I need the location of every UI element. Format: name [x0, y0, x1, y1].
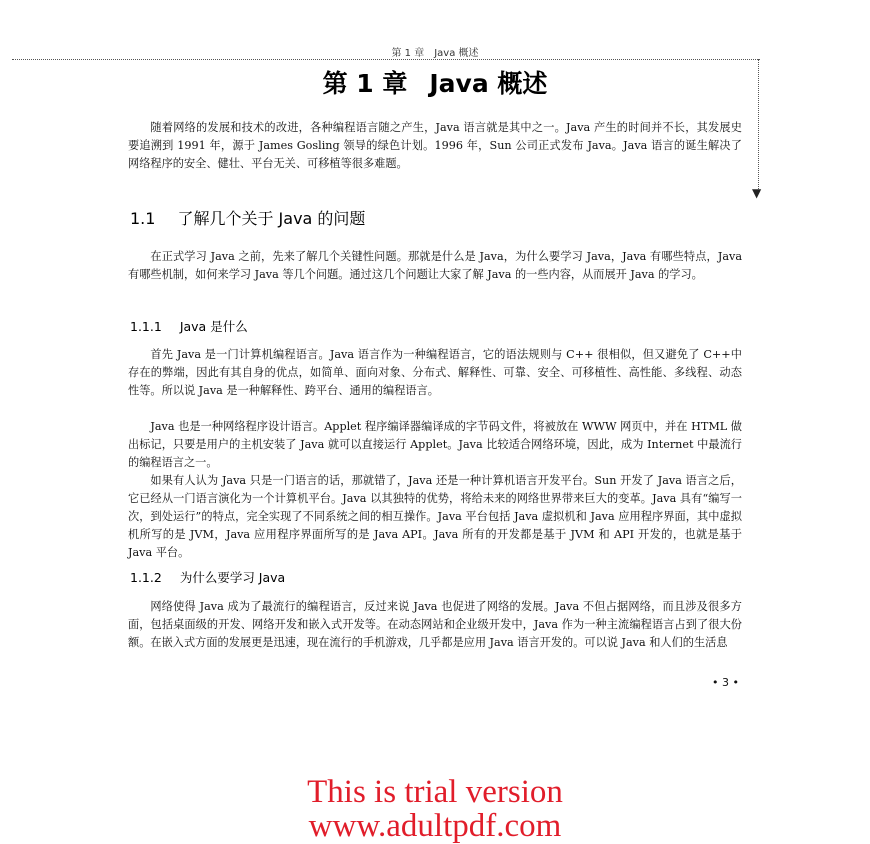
section-number: 1.1	[130, 209, 156, 228]
page-number: • 3 •	[712, 676, 739, 689]
paragraph-why-java: 网络使得 Java 成为了最流行的编程语言，反过来说 Java 也促进了网络的发展。Java 不但占据网络，而且涉及很多方面，包括桌面级的开发、网络开发和嵌入式开发等。在动态网站和企业级开发中，Java 作为一种主流编程语言占到了很大份额。在嵌入式方面的发展更是迅速，现在流行的手机游戏，几乎都是应用 Java 语言开发的。可以说 Java 和人们的生活息	[128, 600, 742, 649]
subsection-heading-1-1-2	[130, 568, 285, 586]
paragraph-java-what-3: 如果有人认为 Java 只是一门语言的话，那就错了，Java 还是一种计算机语言开发平台。Sun 开发了 Java 语言之后，它已经从一门语言演化为一个计算机平台。Java 以其独特的优势，将给未来的网络世界带来巨大的变革。Java 具有“编写一次，到处运行”的特点，完全实现了不同系统之间的相互操作。Java 平台包括 Java 虚拟机和 Java 应用程序界面，其中虚拟机所写的是 JVM，Java 应用程序界面所写的是 Java API。Java 所有的开发都是基于 JVM 和 API 开发的，也就是基于 Java 平台。	[128, 474, 742, 559]
subsection-title: 为什么要学习 Java	[179, 570, 286, 585]
subsection-number: 1.1.2	[130, 570, 162, 585]
section-1-1-paragraph: 在正式学习 Java 之前，先来了解几个关键性问题。那就是什么是 Java，为什么要学习 Java，Java 有哪些特点，Java 有哪些机制，如何来学习 Java 等几个问题。通过这几个问题让大家了解 Java 的一些内容，从而展开 Java 的学习。	[128, 250, 742, 281]
trial-watermark-line1: This is trial version	[307, 774, 563, 810]
section-heading-1-1	[130, 206, 365, 229]
running-header: 第 1 章 Java 概述	[391, 48, 479, 59]
chapter-title	[0, 64, 870, 100]
subsection-number: 1.1.1	[130, 319, 162, 334]
subsection-heading-1-1-1	[130, 317, 248, 335]
paragraph-java-what-1: 首先 Java 是一门计算机编程语言。Java 语言作为一种编程语言，它的语法规则与 C++ 很相似，但又避免了 C++中存在的弊端，因此有其自身的优点，如简单、面向对象、分布式、解释性、可靠、安全、可移植性、高性能、多线程、动态性等。所以说 Java 是一种解释性、跨平台、通用的编程语言。	[128, 348, 742, 397]
paragraph-java-what-2: Java 也是一种网络程序设计语言。Applet 程序编译器编译成的字节码文件，将被放在 WWW 网页中，并在 HTML 做出标记，只要是用户的主机安装了 Java 就可以直接运行 Applet。Java 比较适合网络环境，因此，成为 Internet 中最流行的编程语言之一。	[128, 420, 742, 469]
chevron-down-icon: ▼	[752, 186, 762, 200]
chapter-name: Java 概述	[429, 69, 548, 98]
trial-watermark-line2: www.adultpdf.com	[308, 808, 562, 844]
intro-paragraph: 随着网络的发展和技术的改进，各种编程语言随之产生，Java 语言就是其中之一。Java 产生的时间并不长，其发展史要追溯到 1991 年，源于 James Gosling 领导的绿色计划。1996 年，Sun 公司正式发布 Java。Java 语言的诞生解决了网络程序的安全、健壮、平台无关、可移植等很多难题。	[128, 121, 742, 170]
header-divider	[12, 59, 760, 60]
subsection-title: Java 是什么	[179, 319, 248, 334]
chapter-number: 第 1 章	[322, 69, 408, 98]
section-title: 了解几个关于 Java 的问题	[177, 209, 366, 228]
